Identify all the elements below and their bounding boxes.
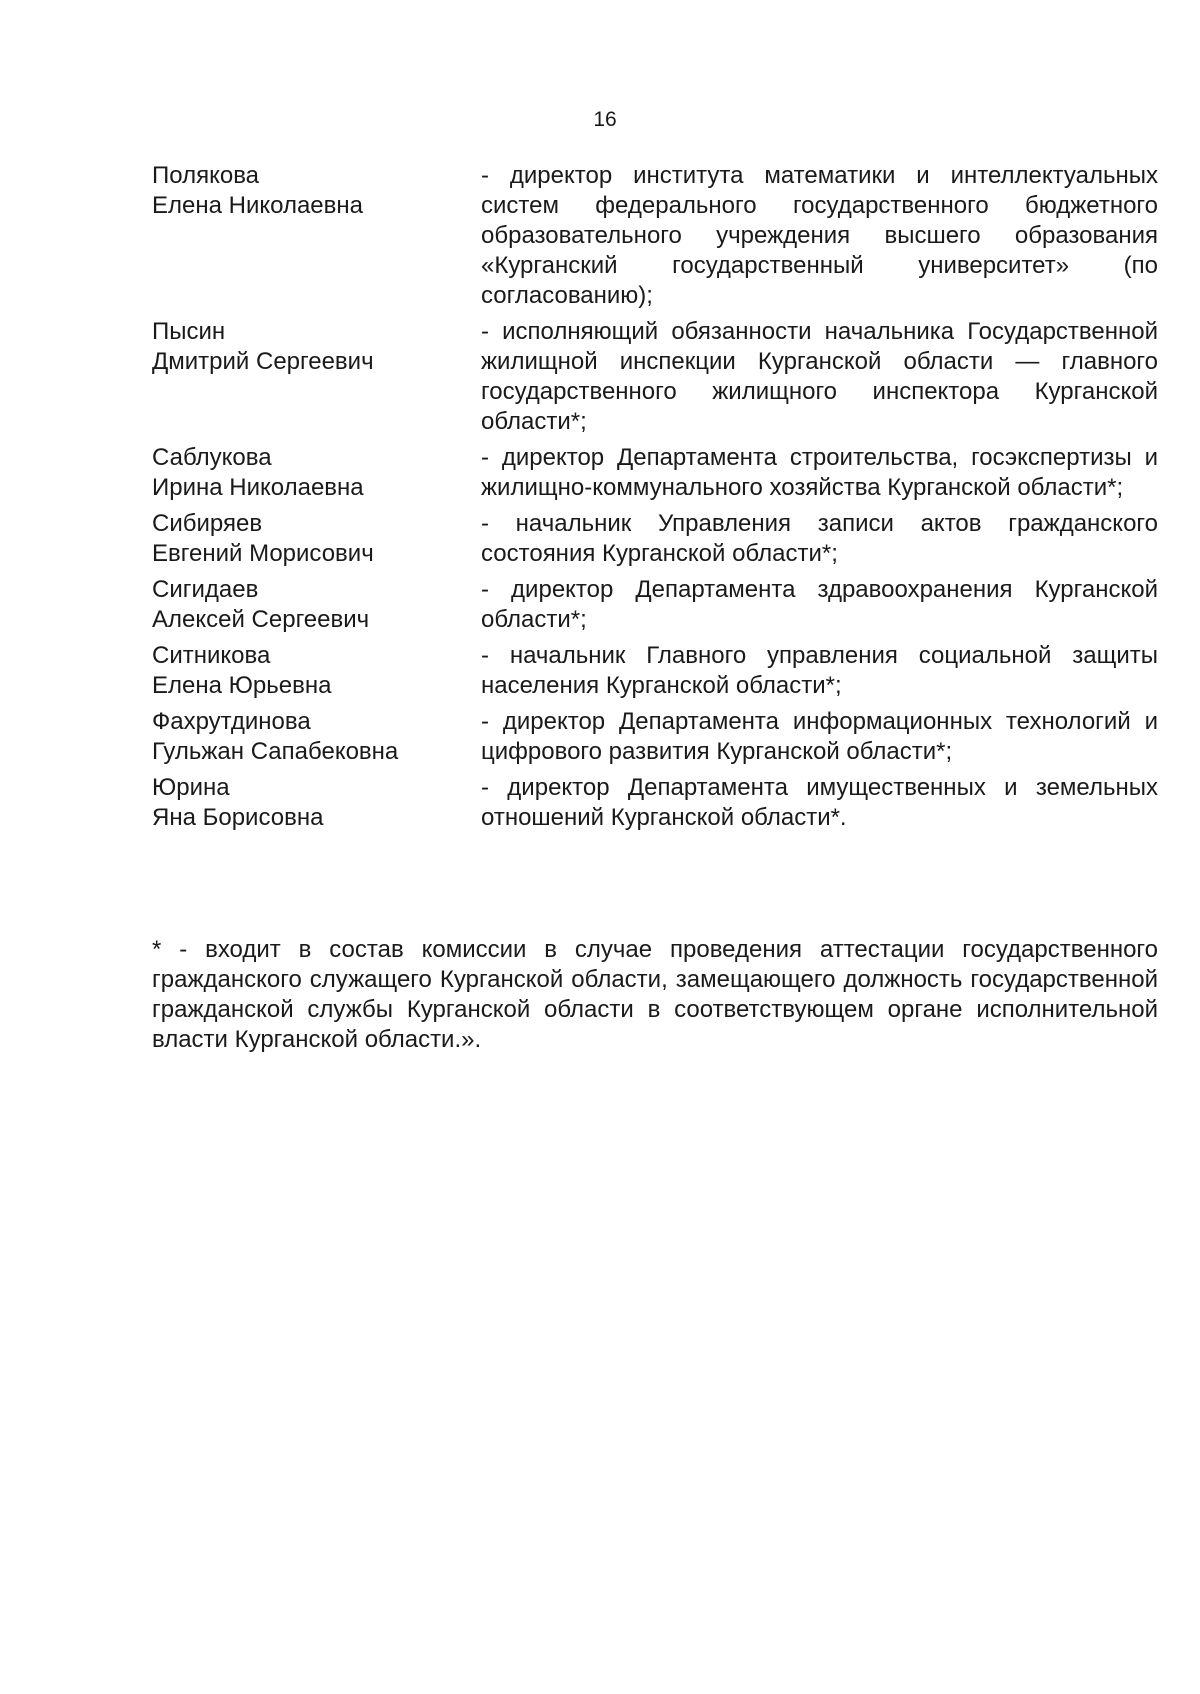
member-position: - исполняющий обязанности начальника Государственной жилищной инспекции Курганской области — главного государственного жилищного инспектора Курганской области*; xyxy=(481,318,1158,435)
member-name xyxy=(152,707,481,767)
member-given-names: Ирина Николаевна xyxy=(152,474,364,501)
member-row xyxy=(152,509,1158,569)
member-surname: Полякова xyxy=(152,162,260,189)
member-given-names: Дмитрий Сергеевич xyxy=(152,348,374,375)
member-surname: Юрина xyxy=(152,774,230,801)
member-surname: Фахрутдинова xyxy=(152,708,311,735)
member-position: - директор института математики и интеллектуальных систем федерального государственного бюджетного образовательного учреждения высшего образования «Курганский государственный университет» (по согласованию); xyxy=(481,162,1158,309)
member-given-names: Гульжан Сапабековна xyxy=(152,738,399,765)
member-given-names: Елена Николаевна xyxy=(152,192,364,219)
member-row xyxy=(152,317,1158,437)
member-surname: Сибиряев xyxy=(152,510,263,537)
member-row xyxy=(152,161,1158,311)
member-name xyxy=(152,575,481,635)
member-name xyxy=(152,641,481,701)
member-row xyxy=(152,773,1158,833)
member-surname: Сигидаев xyxy=(152,576,259,603)
member-name xyxy=(152,443,481,503)
member-row xyxy=(152,707,1158,767)
member-given-names: Елена Юрьевна xyxy=(152,672,332,699)
commission-members-list xyxy=(152,161,1158,839)
member-surname: Саблукова xyxy=(152,444,272,471)
member-given-names: Евгений Морисович xyxy=(152,540,374,567)
footnote: * - входит в состав комиссии в случае проведения аттестации государственного гражданского служащего Курганской области, замещающего должность государственной гражданской службы Курганской области в соответствующем органе исполнительной власти Курганской области.». xyxy=(152,936,1158,1053)
page-number: 16 xyxy=(593,108,617,131)
member-name xyxy=(152,773,481,833)
member-name xyxy=(152,161,481,311)
member-position: - начальник Главного управления социальной защиты населения Курганской области*; xyxy=(481,642,1158,699)
member-position: - начальник Управления записи актов гражданского состояния Курганской области*; xyxy=(481,510,1158,567)
member-position: - директор Департамента информационных технологий и цифрового развития Курганской области*; xyxy=(481,708,1158,765)
member-row xyxy=(152,641,1158,701)
member-given-names: Алексей Сергеевич xyxy=(152,606,370,633)
member-position: - директор Департамента строительства, госэкспертизы и жилищно-коммунального хозяйства Курганской области*; xyxy=(481,444,1158,501)
member-surname: Пысин xyxy=(152,318,226,345)
member-position: - директор Департамента здравоохранения Курганской области*; xyxy=(481,576,1158,633)
member-surname: Ситникова xyxy=(152,642,271,669)
member-name xyxy=(152,509,481,569)
member-row xyxy=(152,575,1158,635)
member-given-names: Яна Борисовна xyxy=(152,804,324,831)
member-position: - директор Департамента имущественных и земельных отношений Курганской области*. xyxy=(481,774,1158,831)
member-row xyxy=(152,443,1158,503)
member-name xyxy=(152,317,481,437)
